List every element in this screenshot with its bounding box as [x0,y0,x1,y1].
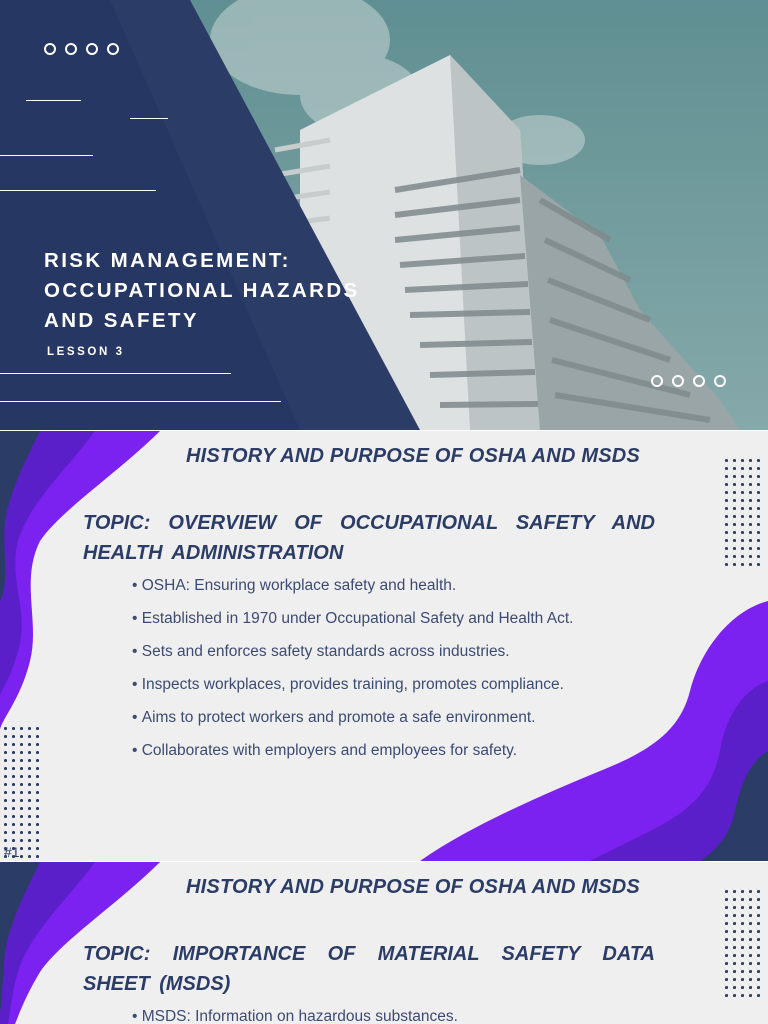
slide-heading: HISTORY AND PURPOSE OF OSHA AND MSDS [186,876,640,898]
dot-grid [4,727,44,861]
decorative-line [26,100,81,101]
cover-slide [0,0,768,430]
decorative-line [0,155,93,156]
slide-heading: HISTORY AND PURPOSE OF OSHA AND MSDS [186,445,640,467]
cover-title-line: RISK MANAGEMENT: [44,249,291,272]
content-slide-2 [0,862,768,1024]
cover-title [44,246,424,336]
bullet-list [132,1007,458,1024]
dot-grid [725,459,765,571]
bullet-item: • Sets and enforces safety standards across industries. [132,642,573,675]
bullet-item: • Aims to protect workers and promote a safe environment. [132,708,573,741]
rings-decoration-bottom [651,375,726,387]
bullet-item: • Established in 1970 under Occupational Safety and Health Act. [132,609,573,642]
cover-title-line: AND SAFETY [44,309,199,332]
content-slide-1 [0,431,768,861]
decorative-line [130,118,168,119]
decorative-line [0,373,231,374]
dot-grid [725,890,765,1002]
decorative-line [0,190,156,191]
decorative-line [0,401,281,402]
topic-title: TOPIC: IMPORTANCE OF MATERIAL SAFETY DATA SHEET (MSDS) [83,943,655,995]
bullet-item: • Inspects workplaces, provides training, promotes compliance. [132,675,573,708]
bullet-list [132,576,573,774]
slide-number: #1 [4,844,20,860]
bullet-item: • Collaborates with employers and employees for safety. [132,741,573,774]
cover-background [0,0,768,430]
topic-title: TOPIC: OVERVIEW OF OCCUPATIONAL SAFETY AND HEALTH ADMINISTRATION [83,512,655,564]
bullet-item: • OSHA: Ensuring workplace safety and health. [132,576,573,609]
cover-title-line: OCCUPATIONAL HAZARDS [44,279,360,302]
bullet-item: • MSDS: Information on hazardous substances. [132,1007,458,1024]
rings-decoration-top [44,43,119,55]
cover-subtitle: LESSON 3 [47,346,125,358]
